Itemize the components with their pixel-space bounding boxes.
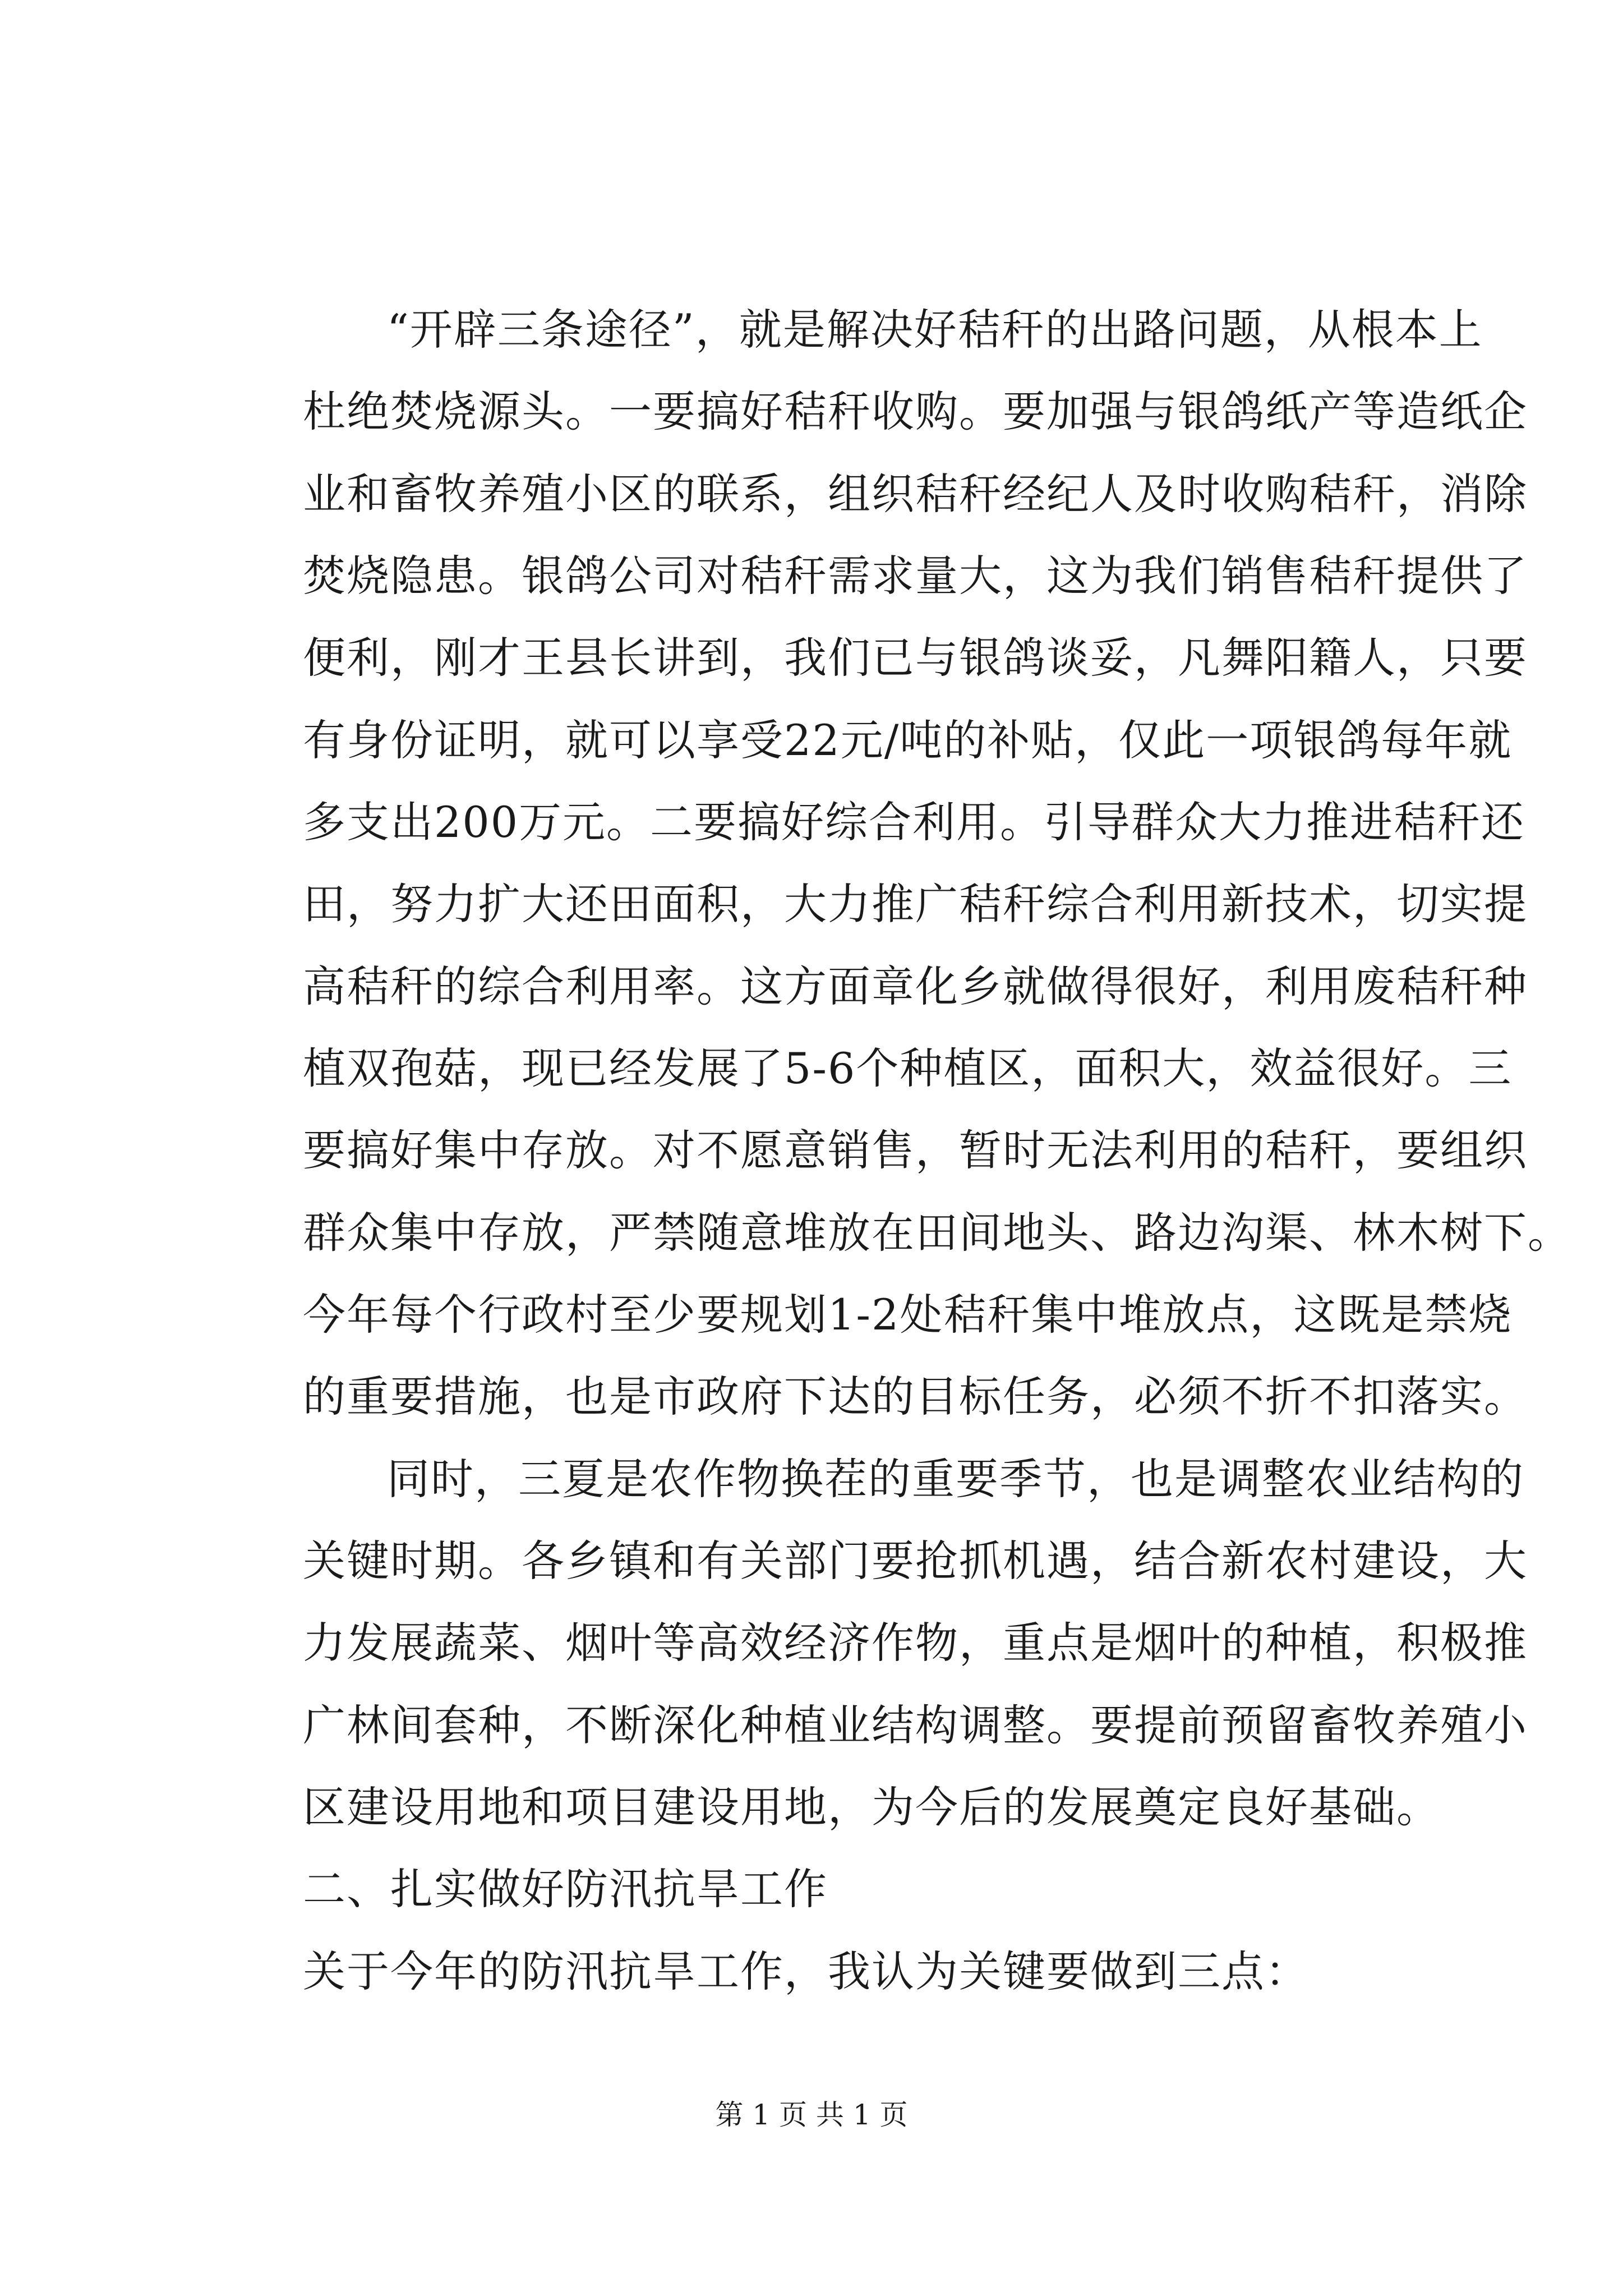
paragraph-line: 植双孢菇，现已经发展了5-6个种植区，面积大，效益很好。三 xyxy=(303,1043,1513,1093)
paragraph-line: 关于今年的防汛抗旱工作，我认为关键要做到三点： xyxy=(303,1947,1309,1996)
paragraph-line: 力发展蔬菜、烟叶等高效经济作物，重点是烟叶的种植，积极推 xyxy=(303,1618,1528,1668)
paragraph-line: 要搞好集中存放。对不愿意销售，暂时无法利用的秸秆，要组织 xyxy=(303,1125,1528,1175)
section-heading: 二、扎实做好防汛抗旱工作 xyxy=(303,1864,828,1914)
paragraph-line: 便利，刚才王县长讲到，我们已与银鸽谈妥，凡舞阳籍人，只要 xyxy=(303,633,1528,683)
paragraph-line: 焚烧隐患。银鸽公司对秸秆需求量大，这为我们销售秸秆提供了 xyxy=(303,551,1528,601)
paragraph-line: 杜绝焚烧源头。一要搞好秸秆收购。要加强与银鸽纸产等造纸企 xyxy=(303,386,1528,436)
paragraph-line: 广林间套种，不断深化种植业结构调整。要提前预留畜牧养殖小 xyxy=(303,1700,1528,1750)
paragraph-line: 同时，三夏是农作物换茬的重要季节，也是调整农业结构的 xyxy=(387,1454,1524,1504)
paragraph-line: “开辟三条途径”，就是解决好秸秆的出路问题，从根本上 xyxy=(387,305,1483,355)
paragraph-line: 关键时期。各乡镇和有关部门要抢抓机遇，结合新农村建设，大 xyxy=(303,1536,1528,1586)
paragraph-line: 今年每个行政村至少要规划1-2处秸秆集中堆放点，这既是禁烧 xyxy=(303,1290,1513,1340)
paragraph-line: 群众集中存放，严禁随意堆放在田间地头、路边沟渠、林木树下。 xyxy=(303,1208,1571,1258)
paragraph-line: 多支出200万元。二要搞好综合利用。引导群众大力推进秸秆还 xyxy=(303,797,1525,847)
paragraph-line: 有身份证明，就可以享受22元/吨的补贴，仅此一项银鸽每年就 xyxy=(303,715,1513,765)
paragraph-line: 业和畜牧养殖小区的联系，组织秸秆经纪人及时收购秸秆，消除 xyxy=(303,469,1528,519)
paragraph-line: 的重要措施，也是市政府下达的目标任务，必须不折不扣落实。 xyxy=(303,1372,1528,1421)
page-footer: 第 1 页 共 1 页 xyxy=(715,2099,908,2131)
paragraph-line: 区建设用地和项目建设用地，为今后的发展奠定良好基础。 xyxy=(303,1782,1440,1832)
paragraph-line: 田，努力扩大还田面积，大力推广秸秆综合利用新技术，切实提 xyxy=(303,879,1528,929)
paragraph-line: 高秸秆的综合利用率。这方面章化乡就做得很好，利用废秸秆种 xyxy=(303,961,1528,1011)
